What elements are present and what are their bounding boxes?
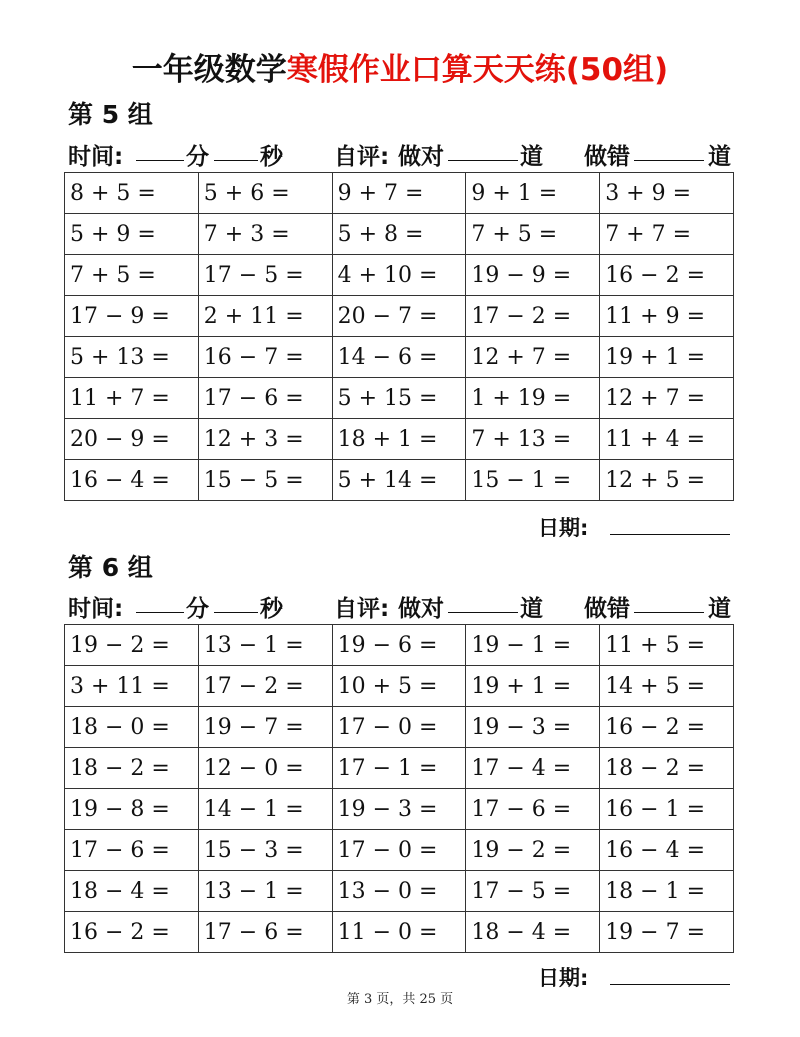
date-label: 日期: — [538, 966, 589, 990]
problem-cell[interactable]: 17 − 2 = — [466, 296, 600, 337]
minute-label: 分 — [186, 596, 209, 622]
problem-cell[interactable]: 8 + 5 = — [65, 173, 199, 214]
problem-cell[interactable]: 17 − 6 = — [466, 789, 600, 830]
wrong-label: 做错 — [584, 596, 630, 622]
problem-cell[interactable]: 17 − 6 = — [198, 378, 332, 419]
time-label: 时间: — [68, 596, 124, 622]
problem-cell[interactable]: 7 + 7 = — [600, 214, 734, 255]
problem-cell[interactable]: 13 − 0 = — [332, 871, 466, 912]
problem-cell[interactable]: 14 − 6 = — [332, 337, 466, 378]
page-footer: 第 3 页，共 25 页 — [346, 992, 454, 1007]
problem-cell[interactable]: 17 − 6 = — [65, 830, 199, 871]
problem-cell[interactable]: 10 + 5 = — [332, 666, 466, 707]
problem-cell[interactable]: 20 − 9 = — [65, 419, 199, 460]
correct-dao-label: 道 — [520, 596, 543, 622]
problem-cell[interactable]: 15 − 3 = — [198, 830, 332, 871]
problem-cell[interactable]: 1 + 19 = — [466, 378, 600, 419]
table-row — [65, 296, 734, 337]
date-label: 日期: — [538, 516, 589, 540]
table-row — [65, 748, 734, 789]
problem-cell[interactable]: 11 + 7 = — [65, 378, 199, 419]
group-5-info — [68, 138, 738, 172]
problem-cell[interactable]: 19 − 7 = — [198, 707, 332, 748]
problem-cell[interactable]: 5 + 8 = — [332, 214, 466, 255]
problem-cell[interactable]: 14 − 1 = — [198, 789, 332, 830]
problem-cell[interactable]: 7 + 5 = — [65, 255, 199, 296]
problem-cell[interactable]: 17 − 0 = — [332, 707, 466, 748]
problem-cell[interactable]: 18 − 4 = — [65, 871, 199, 912]
problem-cell[interactable]: 17 − 5 = — [466, 871, 600, 912]
problem-cell[interactable]: 15 − 5 = — [198, 460, 332, 501]
title-red: 寒假作业口算天天练(50组) — [286, 52, 669, 88]
table-row — [65, 625, 734, 666]
date-blank[interactable] — [610, 984, 730, 985]
problem-cell[interactable]: 17 − 6 = — [198, 912, 332, 953]
problem-cell[interactable]: 17 − 1 = — [332, 748, 466, 789]
wrong-label: 做错 — [584, 144, 630, 170]
table-row — [65, 871, 734, 912]
problem-cell[interactable]: 13 − 1 = — [198, 625, 332, 666]
problem-cell[interactable]: 13 − 1 = — [198, 871, 332, 912]
table-row — [65, 214, 734, 255]
group-5-title: 第 5 组 — [68, 100, 153, 129]
problem-cell[interactable]: 19 − 2 = — [65, 625, 199, 666]
group-6-info — [68, 590, 738, 624]
correct-dao-label: 道 — [520, 144, 543, 170]
second-label: 秒 — [260, 144, 283, 170]
table-row — [65, 789, 734, 830]
problem-cell[interactable]: 19 − 3 = — [332, 789, 466, 830]
problem-cell[interactable]: 16 − 2 = — [65, 912, 199, 953]
problem-cell[interactable]: 19 − 1 = — [466, 625, 600, 666]
time-label: 时间: — [68, 144, 124, 170]
problem-cell[interactable]: 12 + 7 = — [466, 337, 600, 378]
problem-cell[interactable]: 19 + 1 = — [466, 666, 600, 707]
table-row — [65, 666, 734, 707]
page-title — [0, 44, 800, 89]
table-row — [65, 378, 734, 419]
self-eval-label: 自评: — [334, 596, 390, 622]
problem-cell[interactable]: 12 + 3 = — [198, 419, 332, 460]
problem-cell[interactable]: 7 + 5 = — [466, 214, 600, 255]
problem-cell[interactable]: 11 + 4 = — [600, 419, 734, 460]
problem-cell[interactable]: 3 + 11 = — [65, 666, 199, 707]
group-6-title: 第 6 组 — [68, 553, 153, 582]
problem-cell[interactable]: 7 + 3 = — [198, 214, 332, 255]
table-row — [65, 419, 734, 460]
second-label: 秒 — [260, 596, 283, 622]
table-row — [65, 337, 734, 378]
problem-cell[interactable]: 19 − 9 = — [466, 255, 600, 296]
problem-cell[interactable]: 5 + 9 = — [65, 214, 199, 255]
problem-cell[interactable]: 17 − 9 = — [65, 296, 199, 337]
problem-cell[interactable]: 11 + 9 = — [600, 296, 734, 337]
problem-cell[interactable]: 9 + 7 = — [332, 173, 466, 214]
problem-cell[interactable]: 17 − 5 = — [198, 255, 332, 296]
problem-cell[interactable]: 20 − 7 = — [332, 296, 466, 337]
problem-cell[interactable]: 19 − 3 = — [466, 707, 600, 748]
table-row — [65, 460, 734, 501]
problem-cell[interactable]: 5 + 6 = — [198, 173, 332, 214]
problem-cell[interactable]: 15 − 1 = — [466, 460, 600, 501]
problem-cell[interactable]: 2 + 11 = — [198, 296, 332, 337]
problem-cell[interactable]: 12 + 5 = — [600, 460, 734, 501]
problem-cell[interactable]: 5 + 13 = — [65, 337, 199, 378]
minute-label: 分 — [186, 144, 209, 170]
problem-cell[interactable]: 17 − 2 = — [198, 666, 332, 707]
group-6-table — [64, 624, 734, 953]
problem-cell[interactable]: 17 − 4 = — [466, 748, 600, 789]
wrong-dao-label: 道 — [708, 596, 731, 622]
problem-cell[interactable]: 19 − 8 = — [65, 789, 199, 830]
problem-cell[interactable]: 16 − 2 = — [600, 255, 734, 296]
problem-cell[interactable]: 19 − 2 = — [466, 830, 600, 871]
problem-cell[interactable]: 9 + 1 = — [466, 173, 600, 214]
problem-cell[interactable]: 18 − 2 = — [600, 748, 734, 789]
problem-cell[interactable]: 18 − 4 = — [466, 912, 600, 953]
self-eval-label: 自评: — [334, 144, 390, 170]
problem-cell[interactable]: 12 + 7 = — [600, 378, 734, 419]
problem-cell[interactable]: 4 + 10 = — [332, 255, 466, 296]
problem-cell[interactable]: 16 − 4 = — [600, 830, 734, 871]
problem-cell[interactable]: 5 + 15 = — [332, 378, 466, 419]
problem-cell[interactable]: 16 − 1 = — [600, 789, 734, 830]
problem-cell[interactable]: 16 − 7 = — [198, 337, 332, 378]
title-black: 一年级数学 — [131, 52, 287, 88]
table-row — [65, 255, 734, 296]
group-5-date — [538, 512, 588, 542]
problem-cell[interactable]: 14 + 5 = — [600, 666, 734, 707]
table-row — [65, 912, 734, 953]
problem-cell[interactable]: 18 + 1 = — [332, 419, 466, 460]
problem-cell[interactable]: 19 − 7 = — [600, 912, 734, 953]
problem-cell[interactable]: 18 − 0 = — [65, 707, 199, 748]
wrong-dao-label: 道 — [708, 144, 731, 170]
problem-cell[interactable]: 5 + 14 = — [332, 460, 466, 501]
problem-cell[interactable]: 11 − 0 = — [332, 912, 466, 953]
problem-cell[interactable]: 19 − 6 = — [332, 625, 466, 666]
date-blank[interactable] — [610, 534, 730, 535]
problem-cell[interactable]: 12 − 0 = — [198, 748, 332, 789]
problem-cell[interactable]: 3 + 9 = — [600, 173, 734, 214]
problem-cell[interactable]: 11 + 5 = — [600, 625, 734, 666]
table-row — [65, 830, 734, 871]
problem-cell[interactable]: 7 + 13 = — [466, 419, 600, 460]
problem-cell[interactable]: 16 − 4 = — [65, 460, 199, 501]
table-row — [65, 707, 734, 748]
problem-cell[interactable]: 18 − 2 = — [65, 748, 199, 789]
group-5-table — [64, 172, 734, 501]
problem-cell[interactable]: 17 − 0 = — [332, 830, 466, 871]
problem-cell[interactable]: 16 − 2 = — [600, 707, 734, 748]
correct-label: 做对 — [398, 596, 444, 622]
correct-label: 做对 — [398, 144, 444, 170]
table-row — [65, 173, 734, 214]
problem-cell[interactable]: 19 + 1 = — [600, 337, 734, 378]
problem-cell[interactable]: 18 − 1 = — [600, 871, 734, 912]
